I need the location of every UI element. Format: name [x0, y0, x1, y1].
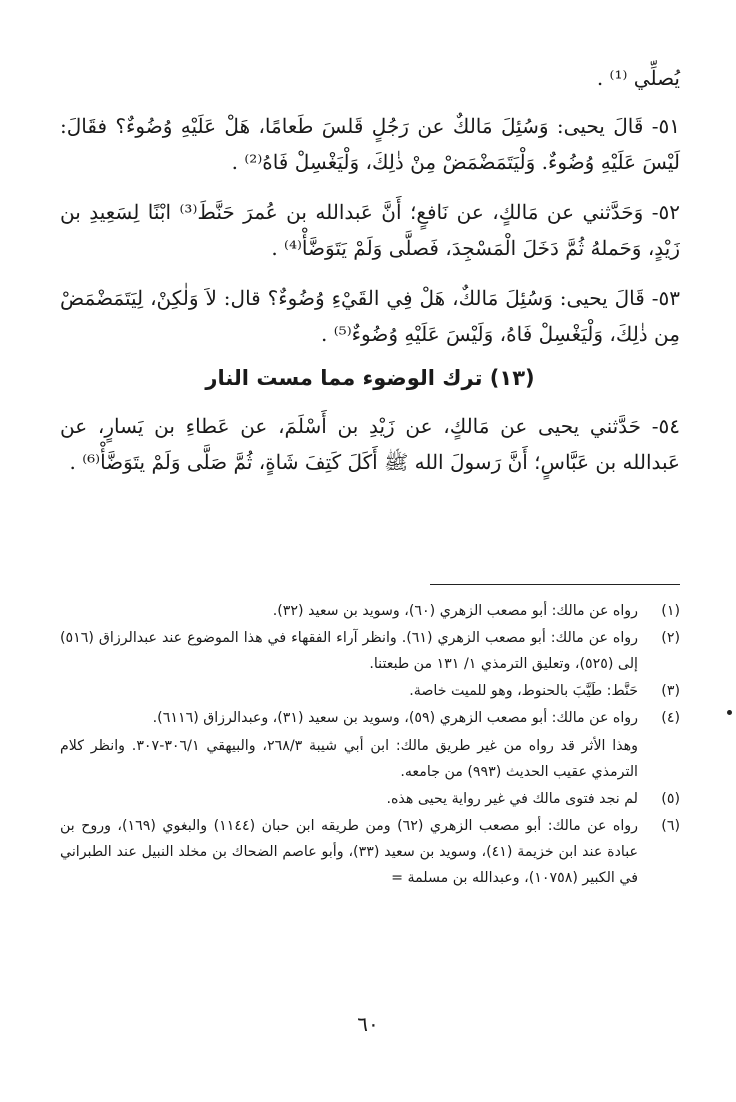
footnote-number: (٤): [661, 710, 680, 726]
paragraph-53: ٥٣- قَالَ يحيى: وَسُئِلَ مَالكٌ، هَلْ فِي القَيْءِ وُضُوءٌ؟ قال: لاَ وَلٰكِنْ، لِيَتَمَضْمَضْ مِن ذٰلِكَ، وَلْيَغْسِلْ فَاهُ، وَلَيْسَ عَلَيْهِ وُضُوءٌ⁽⁵⁾ .: [60, 286, 680, 346]
footnote-6: [60, 813, 680, 891]
footnote-3: [60, 678, 680, 704]
footnote-number: (٦): [661, 818, 680, 834]
footnote-text: لم نجد فتوى مالك في غير رواية يحيى هذه.: [386, 791, 638, 807]
margin-mark: [727, 710, 732, 715]
footnote-1: [60, 598, 680, 624]
footnote-text: رواه عن مالك: أبو مصعب الزهري (٦٠)، وسويد بن سعيد (٣٢).: [272, 603, 638, 619]
footnote-separator: [430, 584, 680, 585]
page-number: ٦٠: [357, 1012, 379, 1036]
paragraph-continuation: يُصلِّي ⁽¹⁾ .: [596, 66, 680, 90]
section-heading: (١٣) ترك الوضوء مما مست النار: [205, 366, 535, 390]
footnote-number: (٥): [661, 791, 680, 807]
footnote-text: رواه عن مالك: أبو مصعب الزهري (٦١). وانظر آراء الفقهاء في هذا الموضوع عند عبدالرزاق (٥١٦) إلى (٥٢٥)، وتعليق الترمذي ١/ ١٣١ من طبعتنا.: [60, 630, 638, 672]
footnote-4: [60, 705, 680, 731]
main-text: [60, 60, 680, 494]
paragraph-52: ٥٢- وَحَدَّثني عن مَالكٍ، عن نَافعٍ؛ أَنَّ عَبدالله بن عُمرَ حَنَّطَ⁽³⁾ ابْنًا لِسَعِيدِ بن زَيْدٍ، وَحَملهُ ثُمَّ دَخَلَ الْمَسْجِدَ، فَصلَّى وَلَمْ يَتَوَضَّأْ⁽⁴⁾ .: [60, 200, 680, 260]
footnote-text: رواه عن مالك: أبو مصعب الزهري (٦٢) ومن طريقه ابن حبان (١١٤٤) والبغوي (١٦٩)، وروح بن عبادة عند ابن خزيمة (٤١)، وسويد بن سعيد (٣٣)، وأبو عاصم الضحاك بن مخلد النبيل عند الطبراني في الكبير (١٠٧٥٨)، وعبدالله بن مسلمة =: [60, 818, 638, 886]
footnote-number: (٢): [661, 630, 680, 646]
footnote-text: حَنَّط: طَيَّبَ بالحنوط، وهو للميت خاصة.: [409, 683, 638, 699]
footnote-number: (٣): [661, 683, 680, 699]
footnote-4-continuation: وهذا الأثر قد رواه من غير طريق مالك: ابن أبي شيبة ٢٦٨/٣، والبيهقي ٣٠٦/١-٣٠٧. وانظر كلام الترمذي عقيب الحديث (٩٩٣) من جامعه.: [60, 738, 638, 780]
footnote-number: (١): [661, 603, 680, 619]
footnote-5: [60, 786, 680, 812]
paragraph-51: ٥١- قَالَ يحيى: وَسُئِلَ مَالكٌ عن رَجُلٍ قَلسَ طَعامًا، هَلْ عَلَيْهِ وُضُوءٌ؟ فقَالَ: لَيْسَ عَلَيْهِ وُضُوءٌ. وَلْيَتَمَضْمَضْ مِنْ ذٰلِكَ، وَلْيَغْسِلْ فَاهُ⁽²⁾ .: [60, 114, 680, 174]
footnote-2: [60, 625, 680, 677]
footnotes: [60, 598, 680, 892]
paragraph-54: ٥٤- حَدَّثني يحيى عن مَالكٍ، عن زَيْدِ بن أَسْلَمَ، عن عَطاءِ بن يَسارٍ، عن عَبدالله بن عَبَّاسٍ؛ أَنَّ رَسولَ الله ﷺ أَكَلَ كَتِفَ شَاةٍ، ثُمَّ صَلَّى وَلَمْ يتَوَضَّأْ⁽⁶⁾ .: [60, 414, 680, 474]
footnote-text: رواه عن مالك: أبو مصعب الزهري (٥٩)، وسويد بن سعيد (٣١)، وعبدالرزاق (٦١١٦).: [152, 710, 638, 726]
